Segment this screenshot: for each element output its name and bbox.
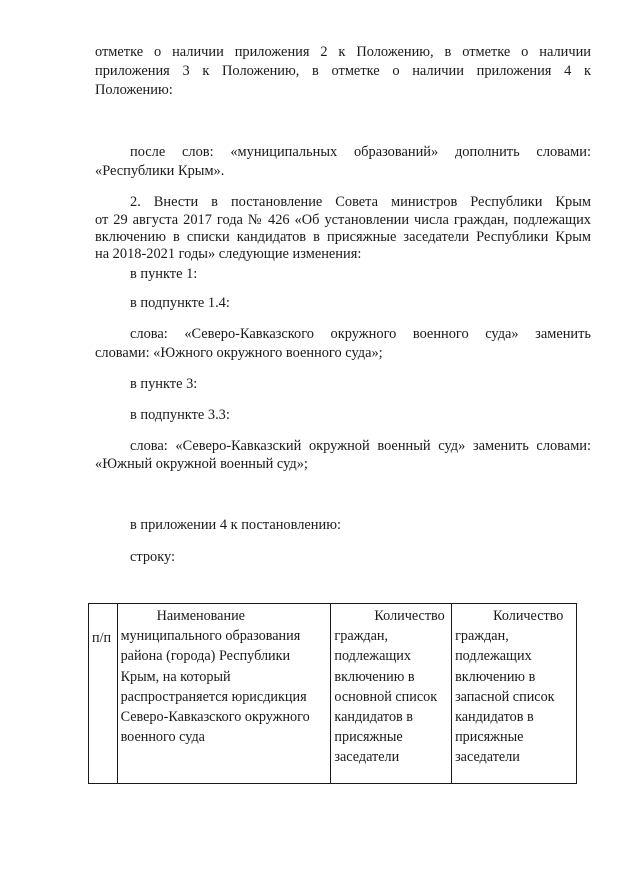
- cell-text: граждан, подлежащих включению в запасной список кандидатов в присяжные заседатели: [455, 628, 555, 766]
- paragraph-line: на 2018-2021 годы» следующие изменения:: [95, 246, 362, 262]
- paragraph-line: в подпункте 3.3:: [130, 407, 230, 423]
- paragraph-line: в приложении 4 к постановлению:: [130, 517, 341, 533]
- paragraph-line: в подпункте 1.4:: [130, 295, 230, 311]
- paragraph-line: в пункте 1:: [130, 266, 198, 282]
- paragraph-line: «Южный окружной военный суд»;: [95, 456, 308, 472]
- cell-text: Количество: [374, 608, 445, 624]
- paragraph-line: словами: «Южного окружного военного суда»;: [95, 345, 383, 361]
- paragraph-line: «Республики Крым».: [95, 163, 225, 179]
- table-header-cell: [331, 604, 452, 784]
- cell-text: граждан, подлежащих включению в основной список кандидатов в присяжные заседатели: [334, 628, 438, 766]
- cell-text: Количество: [493, 608, 564, 624]
- table-header-cell: [89, 604, 118, 784]
- paragraph-line: слова: «Северо-Кавказского окружного военного суда» заменить: [130, 326, 591, 342]
- paragraph-line: в пункте 3:: [130, 376, 198, 392]
- paragraph-line: отметке о наличии приложения 2 к Положению, в отметке о наличии: [95, 44, 591, 60]
- cell-text: муниципального образования района (города) Республики Крым, на который распространяется юрисдикция Северо-Кавказского окружного военного суда: [120, 628, 310, 746]
- paragraph-line: слова: «Северо-Кавказский окружной военный суд» заменить словами:: [130, 438, 591, 454]
- cell-text: п/п: [92, 630, 112, 646]
- paragraph-line: Положению:: [95, 82, 173, 98]
- table-row: [89, 604, 577, 784]
- paragraph-line: включению в списки кандидатов в присяжные заседатели Республики Крым: [95, 229, 591, 245]
- paragraph-line: после слов: «муниципальных образований» дополнить словами:: [130, 144, 591, 160]
- cell-text: Наименование: [156, 608, 245, 624]
- table-header-cell: [452, 604, 577, 784]
- paragraph-line: приложения 3 к Положению, в отметке о наличии приложения 4 к: [95, 63, 591, 79]
- table-header-cell: [117, 604, 331, 784]
- paragraph-line: 2. Внести в постановление Совета министров Республики Крым: [130, 194, 591, 210]
- regulation-table: [88, 603, 577, 784]
- paragraph-line: строку:: [130, 549, 176, 565]
- paragraph-line: от 29 августа 2017 года № 426 «Об установлении числа граждан, подлежащих: [95, 212, 591, 228]
